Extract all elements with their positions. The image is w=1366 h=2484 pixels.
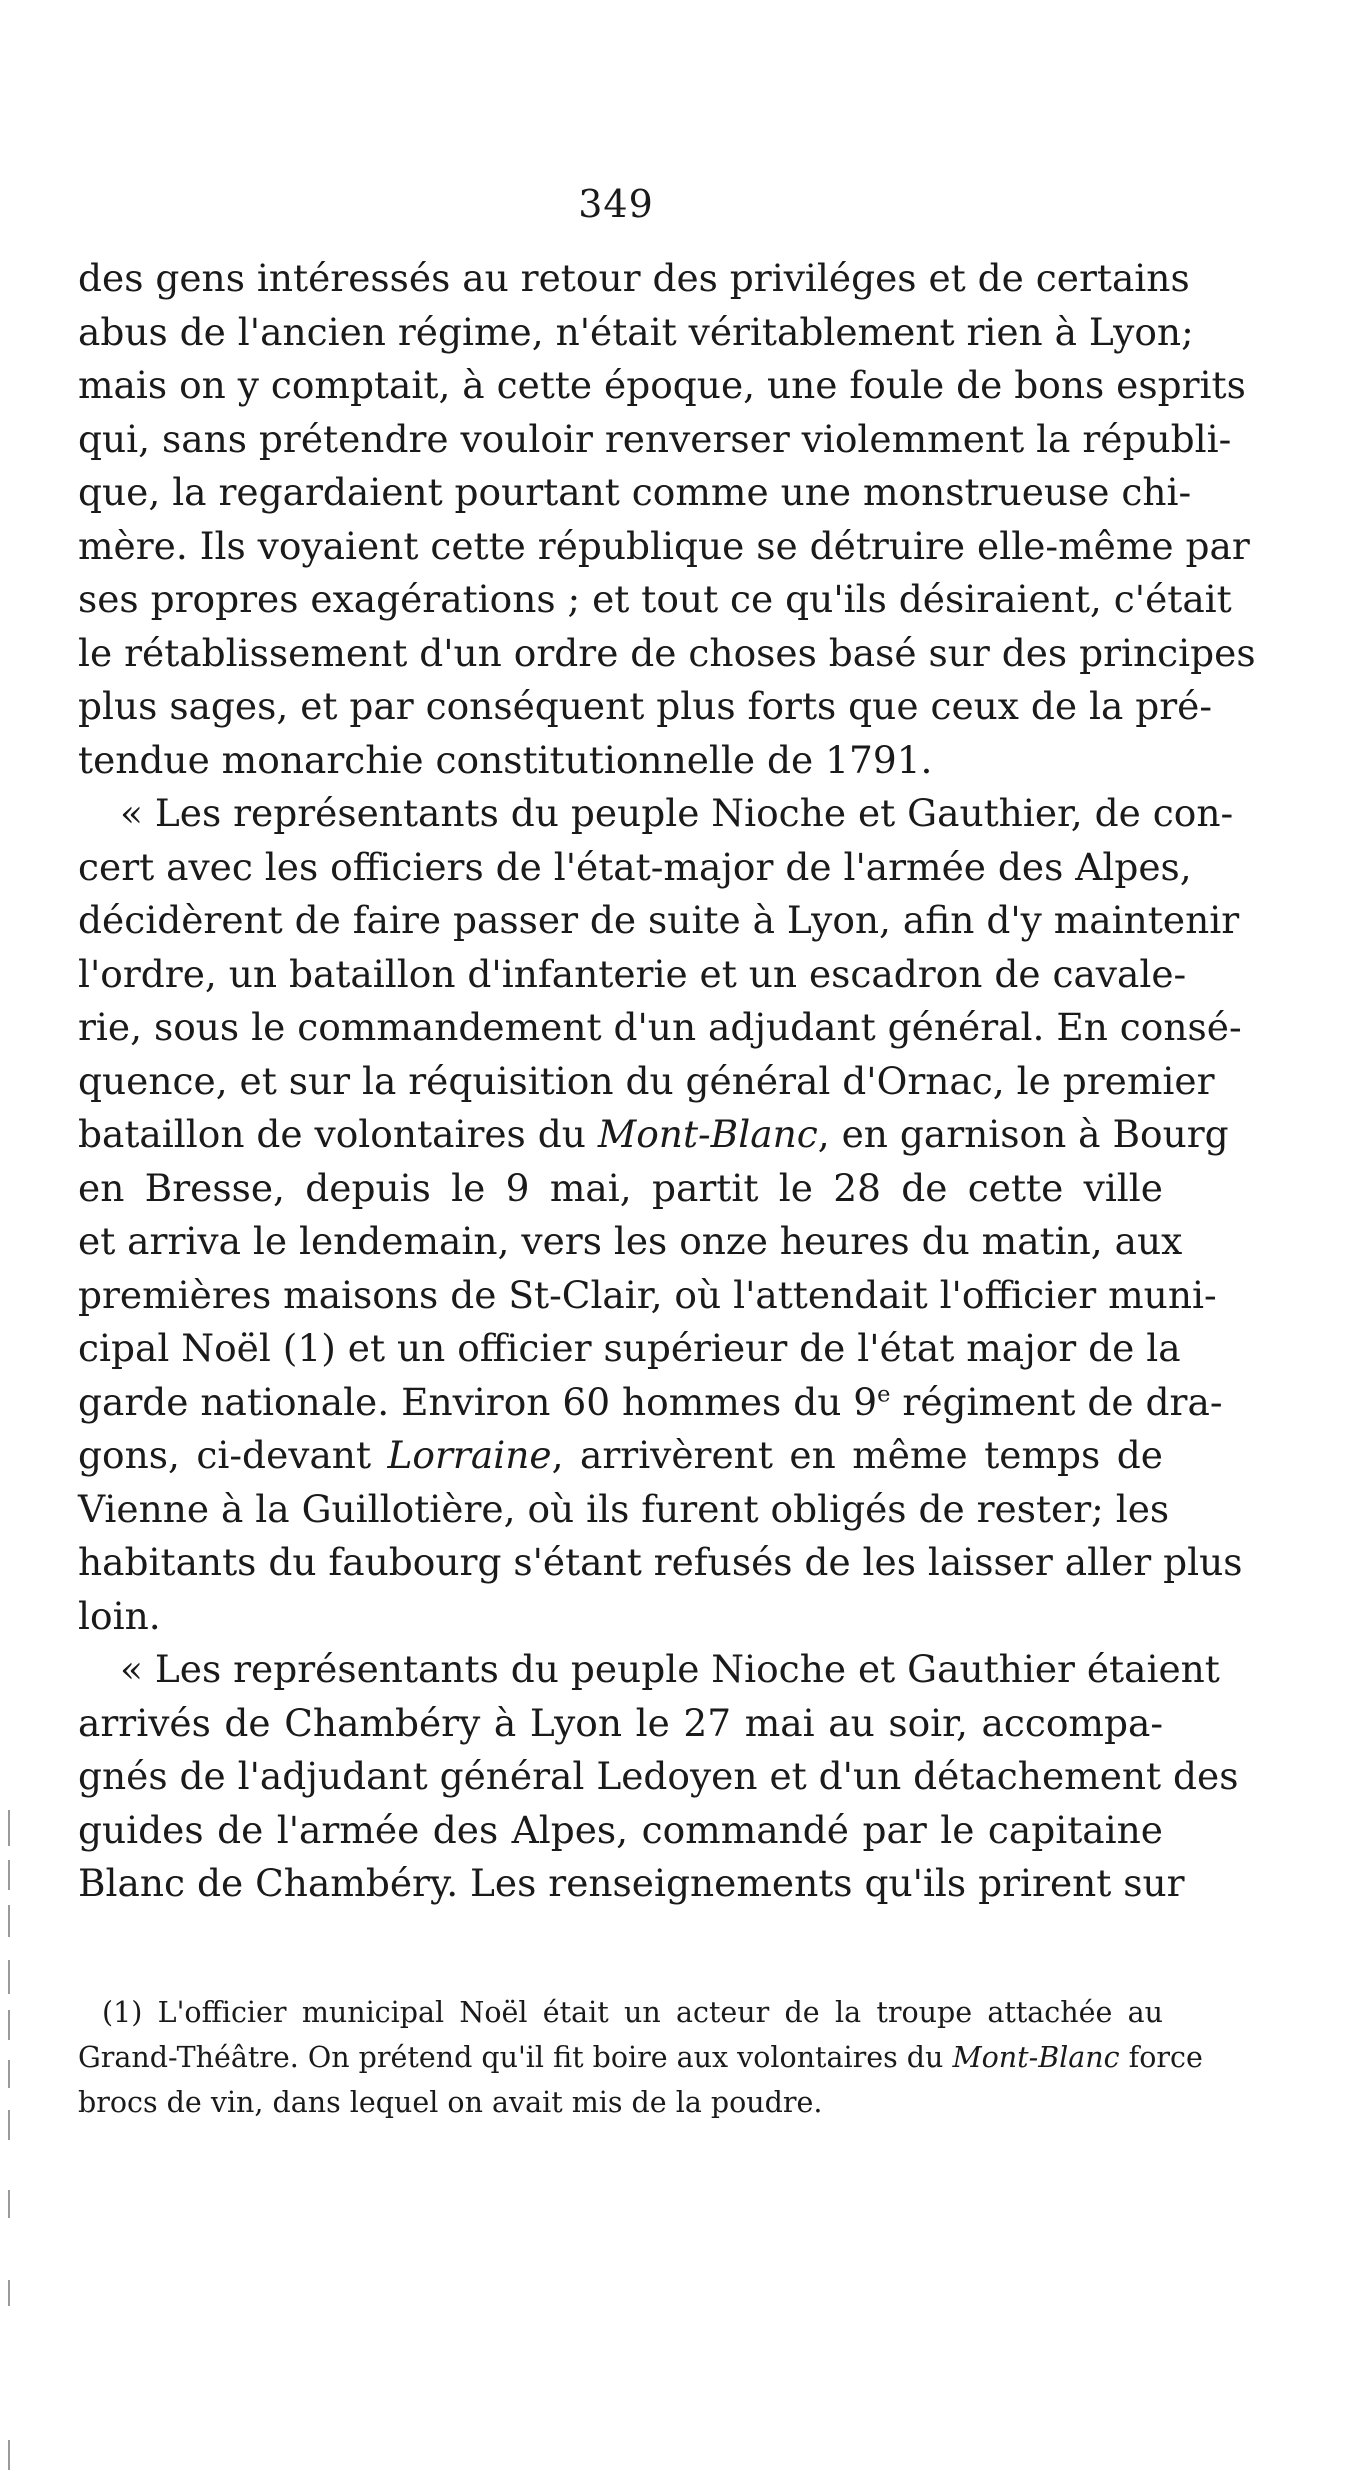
footnote-line-with-italic: [78, 2035, 1203, 2080]
text-line: abus de l'ancien régime, n'était véritablement rien à Lyon;: [78, 309, 1194, 354]
italic-name: Mont-Blanc: [597, 1112, 818, 1156]
scan-margin-mark: [8, 1810, 10, 1846]
italic-name: Mont-Blanc: [952, 2041, 1120, 2074]
footnote-line: (1) L'officier municipal Noël était un acteur de la troupe attachée au: [102, 1996, 1163, 2029]
paragraph-2: [78, 787, 1243, 1643]
text-line: des gens intéressés au retour des priviléges et de certains: [78, 256, 1190, 300]
scan-margin-mark: [8, 2280, 10, 2306]
text-line: mère. Ils voyaient cette république se détruire elle-même par: [78, 523, 1250, 568]
body-text: [78, 252, 1256, 1911]
text-line: l'ordre, un bataillon d'infanterie et un escadron de cavale-: [78, 951, 1187, 996]
text-line: tendue monarchie constitutionnelle de 1791.: [78, 737, 933, 782]
text-line: et arriva le lendemain, vers les onze heures du matin, aux: [78, 1219, 1183, 1263]
text-line: cert avec les officiers de l'état-major de l'armée des Alpes,: [78, 844, 1192, 889]
text-segment: , en garnison à Bourg: [817, 1112, 1229, 1156]
text-line: rie, sous le commandement d'un adjudant général. En consé-: [78, 1005, 1242, 1049]
text-segment: , arrivèrent en même temps de: [551, 1433, 1163, 1477]
scan-margin-mark: [8, 2010, 10, 2040]
paragraph-1: [78, 252, 1256, 787]
text-line-with-italic: [78, 1429, 1163, 1483]
text-line-with-superscript: [78, 1376, 1223, 1430]
scan-margin-mark: [8, 2060, 10, 2088]
text-segment: garde nationale. Environ 60 hommes du 9: [78, 1379, 878, 1424]
superscript: e: [877, 1381, 891, 1407]
text-line: le rétablissement d'un ordre de choses basé sur des principes: [78, 630, 1256, 675]
text-line: qui, sans prétendre vouloir renverser violemment la républi-: [78, 416, 1232, 461]
text-line: mais on y comptait, à cette époque, une foule de bons esprits: [78, 363, 1246, 407]
scan-margin-mark: [8, 2190, 10, 2218]
text-line: Vienne à la Guillotière, où ils furent obligés de rester; les: [78, 1486, 1170, 1531]
text-line: « Les représentants du peuple Nioche et Gauthier, de con-: [120, 791, 1234, 835]
italic-name: Lorraine: [387, 1433, 552, 1477]
text-line: Blanc de Chambéry. Les renseignements qu'ils prirent sur: [78, 1861, 1185, 1905]
text-segment: Grand-Théâtre. On prétend qu'il fit boire aux volontaires du: [78, 2041, 953, 2074]
scan-margin-mark: [8, 1905, 10, 1937]
scan-margin-mark: [8, 1960, 10, 1994]
text-line: décidèrent de faire passer de suite à Lyon, afin d'y maintenir: [78, 898, 1240, 942]
text-line: quence, et sur la réquisition du général d'Ornac, le premier: [78, 1058, 1215, 1103]
text-line: guides de l'armée des Alpes, commandé par le capitaine: [78, 1807, 1163, 1852]
text-segment: régiment de dra-: [890, 1379, 1223, 1424]
text-line: habitants du faubourg s'étant refusés de les laisser aller plus: [78, 1540, 1243, 1584]
text-line: loin.: [78, 1593, 161, 1638]
text-line: plus sages, et par conséquent plus forts que ceux de la pré-: [78, 684, 1213, 728]
text-line: ses propres exagérations ; et tout ce qu'ils désiraient, c'était: [78, 577, 1232, 621]
text-line: gnés de l'adjudant général Ledoyen et d'un détachement des: [78, 1754, 1239, 1798]
text-segment: bataillon de volontaires du: [78, 1112, 598, 1156]
text-line: « Les représentants du peuple Nioche et Gauthier étaient: [120, 1647, 1220, 1691]
page-number: 349: [578, 182, 654, 226]
scan-margin-mark: [8, 2440, 10, 2470]
text-line: premières maisons de St-Clair, où l'attendait l'officier muni-: [78, 1272, 1217, 1317]
text-line: cipal Noël (1) et un officier supérieur de l'état major de la: [78, 1326, 1181, 1370]
scan-margin-mark: [8, 2110, 10, 2140]
text-segment: force: [1119, 2041, 1203, 2074]
text-segment: gons, ci-devant: [78, 1433, 388, 1477]
text-line: que, la regardaient pourtant comme une monstrueuse chi-: [78, 470, 1192, 514]
footnote-line: brocs de vin, dans lequel on avait mis de la poudre.: [78, 2086, 823, 2119]
text-line-with-italic: [78, 1108, 1229, 1162]
text-line: arrivés de Chambéry à Lyon le 27 mai au soir, accompa-: [78, 1700, 1163, 1745]
footnote: [78, 1990, 1203, 2125]
paragraph-3: [78, 1643, 1239, 1911]
text-line: en Bresse, depuis le 9 mai, partit le 28 de cette ville: [78, 1165, 1163, 1210]
scan-margin-mark: [8, 1860, 10, 1890]
